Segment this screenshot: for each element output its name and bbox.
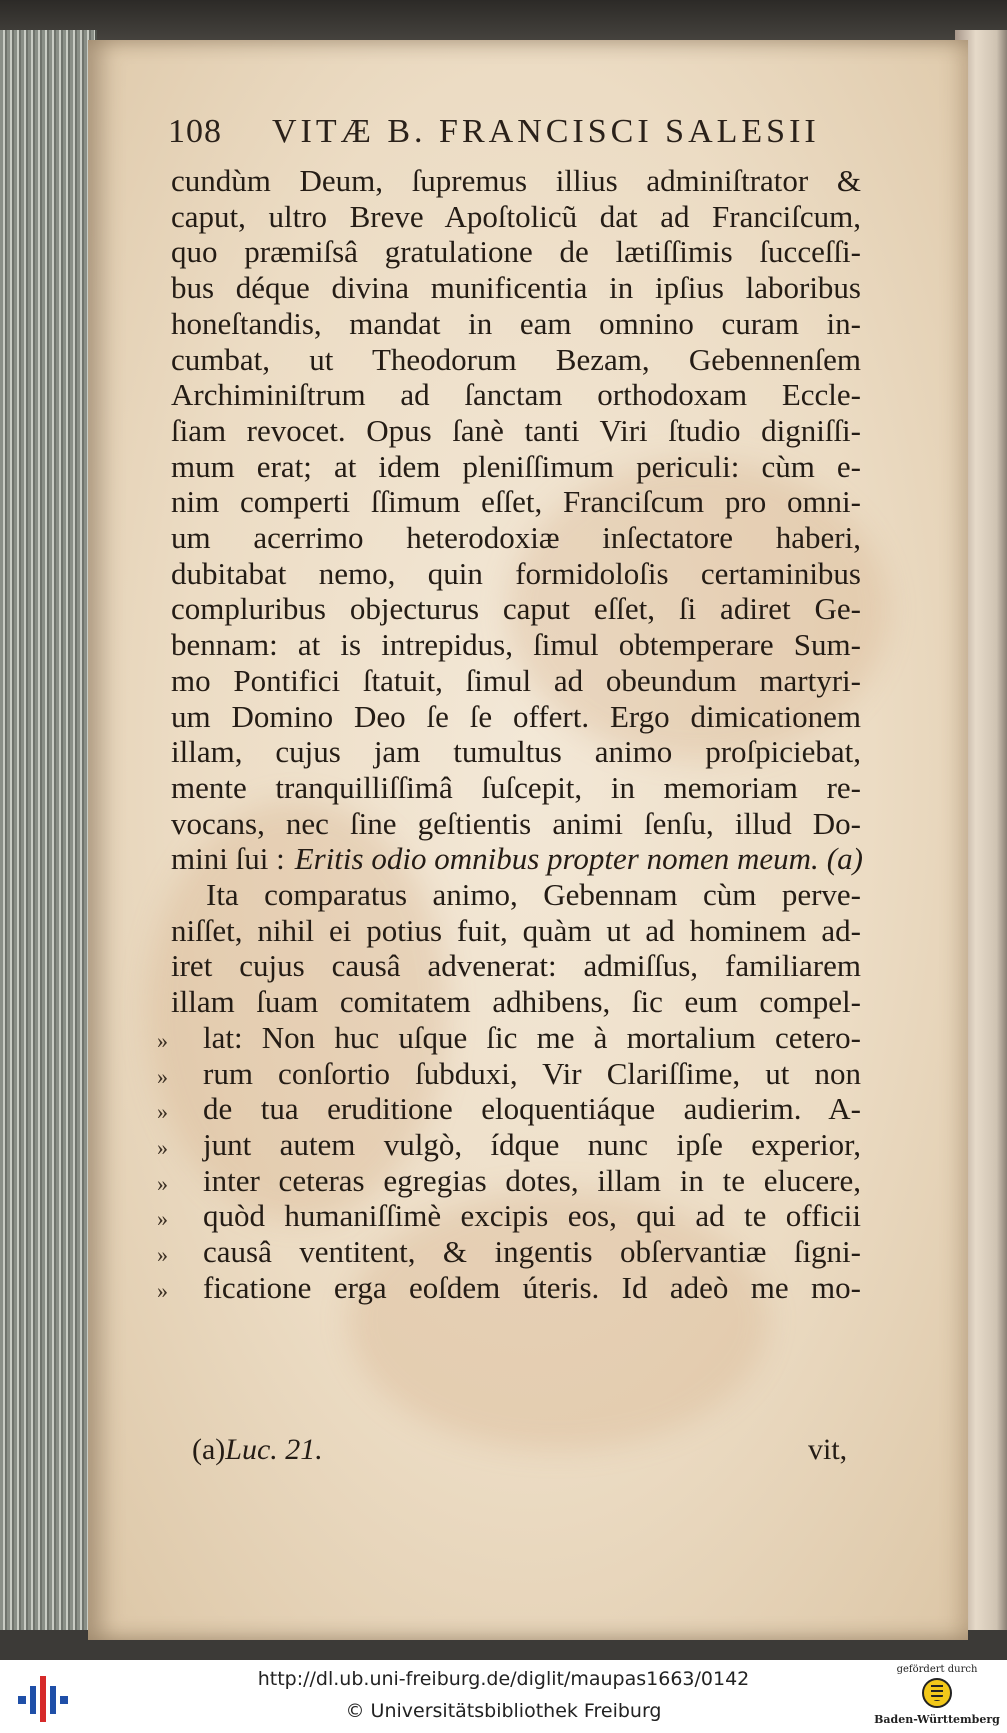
text-line: um acerrimo heterodoxiæ inſectatore haberi,: [171, 520, 861, 555]
text-line: ficatione erga eoſdem úteris. Id adeò me mo-: [203, 1269, 861, 1305]
quote-prefix: mini ſui :: [171, 841, 285, 877]
page-number: 108: [168, 113, 222, 150]
text-line: inter ceteras egregias dotes, illam in te elucere,: [203, 1162, 861, 1198]
text-line: mum erat; at idem pleniſſimum periculi: cùm e-: [171, 448, 861, 484]
text-line: illam ſuam comitatem adhibens, ſic eum compel-: [171, 984, 861, 1020]
footnote: [192, 1430, 323, 1470]
text-line: Ita comparatus animo, Gebennam cùm perve-: [206, 877, 861, 912]
quotation-mark: »: [157, 1099, 168, 1125]
text-line: honeſtandis, mandat in eam omnino curam in-: [171, 305, 861, 341]
text-line: cumbat, ut Theodorum Bezam, Gebennenſem: [171, 341, 861, 377]
text-line: compluribus objecturus caput eſſet, ſi adiret Ge-: [171, 591, 861, 627]
text-line: quo præmiſsâ gratulatione de lætiſſimis ſucceſſi-: [171, 234, 861, 270]
quotation-mark: »: [157, 1063, 168, 1089]
text-line: vocans, nec ſine geſtientis animi ſenſu, illud Do-: [171, 805, 861, 841]
sponsor-caption: gefördert durch: [896, 1664, 978, 1675]
copyright-notice: © Universitätsbibliothek Freiburg: [345, 1700, 662, 1722]
catchword: vit,: [808, 1433, 848, 1466]
text-line: rum conſortio ſubduxi, Vir Clariſſime, ut non: [203, 1055, 861, 1091]
text-line: nim comperti ſſimum eſſet, Franciſcum pro omni-: [171, 484, 861, 520]
text-line: causâ ventitent, & ingentis obſervantiæ ſigni-: [203, 1234, 861, 1269]
text-line: bennam: at is intrepidus, ſimul obtemperare Sum-: [171, 627, 861, 663]
quotation-mark: »: [157, 1170, 168, 1196]
text-line: dubitabat nemo, quin formidoloſis certaminibus: [171, 555, 861, 591]
text-line: illam, cujus jam tumultus animo proſpiciebat,: [171, 734, 861, 770]
text-line: lat: Non huc uſque ſic me à mortalium cetero-: [203, 1019, 861, 1055]
state-seal-icon: [922, 1678, 952, 1708]
footnote-reference: Luc. 21.: [225, 1433, 323, 1466]
note-marker: (a): [826, 841, 863, 877]
text-line: ſiam revocet. Opus ſanè tanti Viri ſtudio digniſſi-: [171, 412, 861, 448]
scripture-quote: Eritis odio omnibus propter nomen meum.: [294, 841, 819, 877]
text-line: niſſet, nihil ei potius fuit, quàm ut ad hominem ad-: [171, 912, 861, 948]
text-line: quòd humaniſſimè excipis eos, qui ad te officii: [203, 1198, 861, 1234]
text-line: junt autem vulgò, ídque nunc ipſe experior,: [203, 1126, 861, 1162]
sponsor-badge: [872, 1664, 1002, 1732]
text-line: cundùm Deum, ſupremus illius adminiſtrator &: [171, 163, 861, 198]
quotation-mark: »: [157, 1277, 168, 1303]
library-footer: [0, 1660, 1007, 1733]
running-header: [168, 113, 820, 163]
text-line: iret cujus causâ advenerat: admiſſus, familiarem: [171, 948, 861, 984]
text-line: caput, ultro Breve Apoſtolicũ dat ad Franciſcum,: [171, 198, 861, 234]
quotation-mark: »: [157, 1134, 168, 1160]
footnote-marker: (a): [192, 1433, 226, 1466]
text-line: Archiminiſtrum ad ſanctam orthodoxam Eccle-: [171, 377, 861, 413]
running-title: VITÆ B. FRANCISCI SALESII: [272, 113, 820, 150]
scripture-quote-line: [171, 839, 861, 879]
text-line: de tua eruditione eloquentiáque audierim. A-: [203, 1091, 861, 1127]
quotation-mark: »: [157, 1027, 168, 1053]
permalink-url[interactable]: http://dl.ub.uni-freiburg.de/diglit/maupas1663/0142: [257, 1668, 750, 1690]
text-line: mente tranquilliſſimâ ſuſcepit, in memoriam re-: [171, 769, 861, 805]
quotation-mark: »: [157, 1242, 168, 1267]
quotation-mark: »: [157, 1206, 168, 1232]
book-page-edges: [0, 30, 97, 1630]
text-line: bus déque divina munificentia in ipſius laboribus: [171, 270, 861, 306]
text-line: um Domino Deo ſe ſe offert. Ergo dimicationem: [171, 698, 861, 734]
sponsor-name: Baden-Württemberg: [874, 1713, 1000, 1726]
text-line: mo Pontifici ſtatuit, ſimul ad obeundum martyri-: [171, 662, 861, 698]
